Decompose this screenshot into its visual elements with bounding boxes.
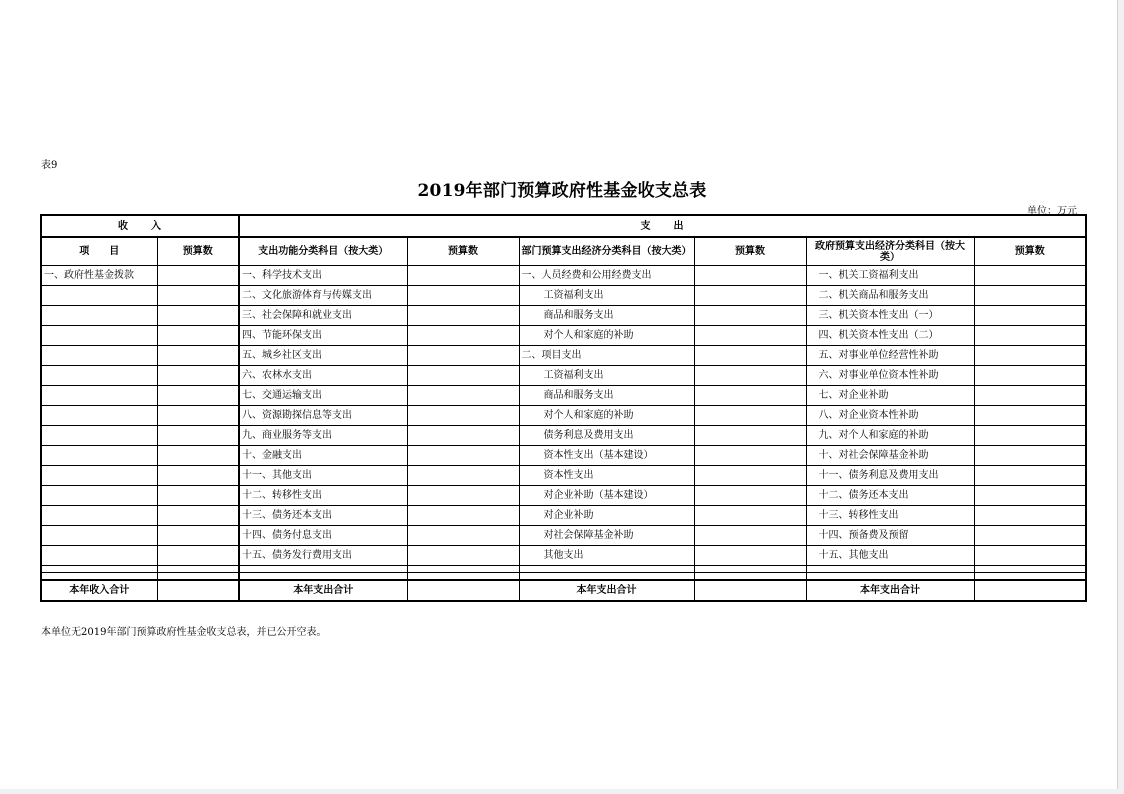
col-header-func-class: 支出功能分类科目（按大类） (239, 237, 407, 266)
dept-total-label: 本年支出合计 (519, 580, 694, 601)
income-budget-cell (157, 486, 239, 506)
dept-budget-cell (694, 286, 806, 306)
dept-econ-cell: 商品和服务支出 (519, 306, 694, 326)
col-header-budget: 预算数 (407, 237, 519, 266)
income-budget-cell (157, 546, 239, 566)
dept-econ-cell: 工资福利支出 (519, 286, 694, 306)
col-header-gov-econ-class: 政府预算支出经济分类科目（按大类） (806, 237, 974, 266)
table-row (41, 266, 1086, 286)
empty-row (41, 573, 1086, 581)
gov-budget-cell (974, 486, 1086, 506)
table-number: 表9 (41, 160, 58, 171)
gov-econ-cell: 五、对事业单位经营性补助 (806, 346, 974, 366)
dept-total-value (694, 580, 806, 601)
empty-cell (407, 573, 519, 581)
func-budget-cell (407, 526, 519, 546)
func-budget-cell (407, 286, 519, 306)
dept-budget-cell (694, 326, 806, 346)
budget-table (40, 214, 1087, 602)
dept-budget-cell (694, 446, 806, 466)
income-item-cell (41, 366, 157, 386)
table-row (41, 506, 1086, 526)
gov-econ-cell: 七、对企业补助 (806, 386, 974, 406)
income-budget-cell (157, 386, 239, 406)
gov-budget-cell (974, 526, 1086, 546)
dept-econ-cell: 工资福利支出 (519, 366, 694, 386)
page-gutter-bottom (0, 789, 1124, 794)
empty-cell (519, 573, 694, 581)
func-class-cell: 八、资源勘探信息等支出 (239, 406, 407, 426)
func-budget-cell (407, 306, 519, 326)
table-row (41, 526, 1086, 546)
dept-econ-cell: 对企业补助 (519, 506, 694, 526)
dept-econ-cell: 资本性支出（基本建设） (519, 446, 694, 466)
func-budget-cell (407, 406, 519, 426)
gov-total-label: 本年支出合计 (806, 580, 974, 601)
func-total-value (407, 580, 519, 601)
gov-econ-cell: 十四、预备费及预留 (806, 526, 974, 546)
table-row (41, 386, 1086, 406)
func-class-cell: 二、文化旅游体育与传媒支出 (239, 286, 407, 306)
page-title: 2019年部门预算政府性基金收支总表 (417, 181, 707, 201)
col-header-budget: 预算数 (694, 237, 806, 266)
table-row (41, 406, 1086, 426)
table-row (41, 446, 1086, 466)
income-item-cell (41, 326, 157, 346)
empty-cell (239, 566, 407, 573)
func-class-cell: 十二、转移性支出 (239, 486, 407, 506)
col-header-budget: 预算数 (974, 237, 1086, 266)
gov-budget-cell (974, 426, 1086, 446)
table-row (41, 306, 1086, 326)
income-budget-cell (157, 266, 239, 286)
empty-cell (519, 566, 694, 573)
func-budget-cell (407, 386, 519, 406)
func-class-cell: 十三、债务还本支出 (239, 506, 407, 526)
gov-budget-cell (974, 326, 1086, 346)
empty-cell (41, 573, 157, 581)
income-budget-cell (157, 446, 239, 466)
dept-budget-cell (694, 306, 806, 326)
func-budget-cell (407, 506, 519, 526)
income-budget-cell (157, 406, 239, 426)
func-class-cell: 十五、债务发行费用支出 (239, 546, 407, 566)
empty-cell (157, 573, 239, 581)
gov-econ-cell: 十三、转移性支出 (806, 506, 974, 526)
income-total-label: 本年收入合计 (41, 580, 157, 601)
income-budget-cell (157, 326, 239, 346)
income-budget-cell (157, 366, 239, 386)
income-item-cell (41, 306, 157, 326)
gov-econ-cell: 三、机关资本性支出（一） (806, 306, 974, 326)
gov-budget-cell (974, 306, 1086, 326)
func-budget-cell (407, 266, 519, 286)
empty-cell (694, 573, 806, 581)
income-budget-cell (157, 526, 239, 546)
func-total-label: 本年支出合计 (239, 580, 407, 601)
income-budget-cell (157, 426, 239, 446)
income-item-cell (41, 546, 157, 566)
gov-total-value (974, 580, 1086, 601)
gov-econ-cell: 十、对社会保障基金补助 (806, 446, 974, 466)
gov-econ-cell: 四、机关资本性支出（二） (806, 326, 974, 346)
func-budget-cell (407, 346, 519, 366)
page-gutter (1118, 0, 1124, 794)
income-item-cell (41, 426, 157, 446)
gov-econ-cell: 六、对事业单位资本性补助 (806, 366, 974, 386)
func-class-cell: 十、金融支出 (239, 446, 407, 466)
dept-econ-cell: 其他支出 (519, 546, 694, 566)
gov-budget-cell (974, 386, 1086, 406)
income-header: 收 入 (41, 215, 239, 237)
empty-cell (806, 566, 974, 573)
dept-econ-cell: 对企业补助（基本建设） (519, 486, 694, 506)
dept-budget-cell (694, 426, 806, 446)
func-class-cell: 四、节能环保支出 (239, 326, 407, 346)
income-budget-cell (157, 466, 239, 486)
empty-cell (806, 573, 974, 581)
total-row (41, 580, 1086, 601)
dept-econ-cell: 债务利息及费用支出 (519, 426, 694, 446)
income-budget-cell (157, 286, 239, 306)
empty-cell (239, 573, 407, 581)
dept-econ-cell: 商品和服务支出 (519, 386, 694, 406)
dept-econ-cell: 资本性支出 (519, 466, 694, 486)
gov-budget-cell (974, 466, 1086, 486)
footnote: 本单位无2019年部门预算政府性基金收支总表，并已公开空表。 (41, 627, 327, 638)
dept-econ-cell: 对社会保障基金补助 (519, 526, 694, 546)
income-budget-cell (157, 306, 239, 326)
income-budget-cell (157, 346, 239, 366)
func-class-cell: 六、农林水支出 (239, 366, 407, 386)
empty-cell (157, 566, 239, 573)
income-item-cell (41, 346, 157, 366)
func-budget-cell (407, 326, 519, 346)
gov-econ-cell: 九、对个人和家庭的补助 (806, 426, 974, 446)
income-item-cell: 一、政府性基金拨款 (41, 266, 157, 286)
col-header-item: 项 目 (41, 237, 157, 266)
dept-budget-cell (694, 466, 806, 486)
func-class-cell: 十四、债务付息支出 (239, 526, 407, 546)
table-row (41, 466, 1086, 486)
header-row-1 (41, 215, 1086, 237)
unit-label: 单位：万元 (1027, 206, 1077, 217)
income-total-value (157, 580, 239, 601)
func-class-cell: 十一、其他支出 (239, 466, 407, 486)
gov-econ-cell: 一、机关工资福利支出 (806, 266, 974, 286)
table-row (41, 366, 1086, 386)
gov-budget-cell (974, 406, 1086, 426)
dept-econ-cell: 对个人和家庭的补助 (519, 326, 694, 346)
func-class-cell: 七、交通运输支出 (239, 386, 407, 406)
expense-header: 支 出 (239, 215, 1086, 237)
dept-budget-cell (694, 386, 806, 406)
table-row (41, 546, 1086, 566)
income-item-cell (41, 466, 157, 486)
dept-budget-cell (694, 506, 806, 526)
func-budget-cell (407, 546, 519, 566)
gov-budget-cell (974, 346, 1086, 366)
func-budget-cell (407, 426, 519, 446)
gov-budget-cell (974, 286, 1086, 306)
dept-budget-cell (694, 406, 806, 426)
func-budget-cell (407, 446, 519, 466)
gov-econ-cell: 十一、债务利息及费用支出 (806, 466, 974, 486)
dept-econ-cell: 一、人员经费和公用经费支出 (519, 266, 694, 286)
func-class-cell: 一、科学技术支出 (239, 266, 407, 286)
dept-budget-cell (694, 526, 806, 546)
func-class-cell: 九、商业服务等支出 (239, 426, 407, 446)
dept-econ-cell: 对个人和家庭的补助 (519, 406, 694, 426)
empty-cell (407, 566, 519, 573)
income-item-cell (41, 446, 157, 466)
dept-econ-cell: 二、项目支出 (519, 346, 694, 366)
gov-econ-cell: 十五、其他支出 (806, 546, 974, 566)
gov-budget-cell (974, 506, 1086, 526)
income-item-cell (41, 506, 157, 526)
header-row-2 (41, 237, 1086, 266)
func-class-cell: 五、城乡社区支出 (239, 346, 407, 366)
dept-budget-cell (694, 346, 806, 366)
dept-budget-cell (694, 366, 806, 386)
func-budget-cell (407, 366, 519, 386)
gov-econ-cell: 八、对企业资本性补助 (806, 406, 974, 426)
gov-budget-cell (974, 446, 1086, 466)
gov-econ-cell: 二、机关商品和服务支出 (806, 286, 974, 306)
func-class-cell: 三、社会保障和就业支出 (239, 306, 407, 326)
empty-cell (41, 566, 157, 573)
dept-budget-cell (694, 266, 806, 286)
empty-row (41, 566, 1086, 573)
col-header-dept-econ-class: 部门预算支出经济分类科目（按大类） (519, 237, 694, 266)
gov-budget-cell (974, 266, 1086, 286)
table-row (41, 326, 1086, 346)
income-budget-cell (157, 506, 239, 526)
dept-budget-cell (694, 486, 806, 506)
func-budget-cell (407, 466, 519, 486)
empty-cell (974, 573, 1086, 581)
gov-budget-cell (974, 546, 1086, 566)
table-row (41, 486, 1086, 506)
income-item-cell (41, 406, 157, 426)
func-budget-cell (407, 486, 519, 506)
table-row (41, 426, 1086, 446)
table-row (41, 286, 1086, 306)
table-row (41, 346, 1086, 366)
income-item-cell (41, 526, 157, 546)
empty-cell (694, 566, 806, 573)
income-item-cell (41, 286, 157, 306)
gov-econ-cell: 十二、债务还本支出 (806, 486, 974, 506)
col-header-budget: 预算数 (157, 237, 239, 266)
dept-budget-cell (694, 546, 806, 566)
gov-budget-cell (974, 366, 1086, 386)
income-item-cell (41, 386, 157, 406)
income-item-cell (41, 486, 157, 506)
empty-cell (974, 566, 1086, 573)
